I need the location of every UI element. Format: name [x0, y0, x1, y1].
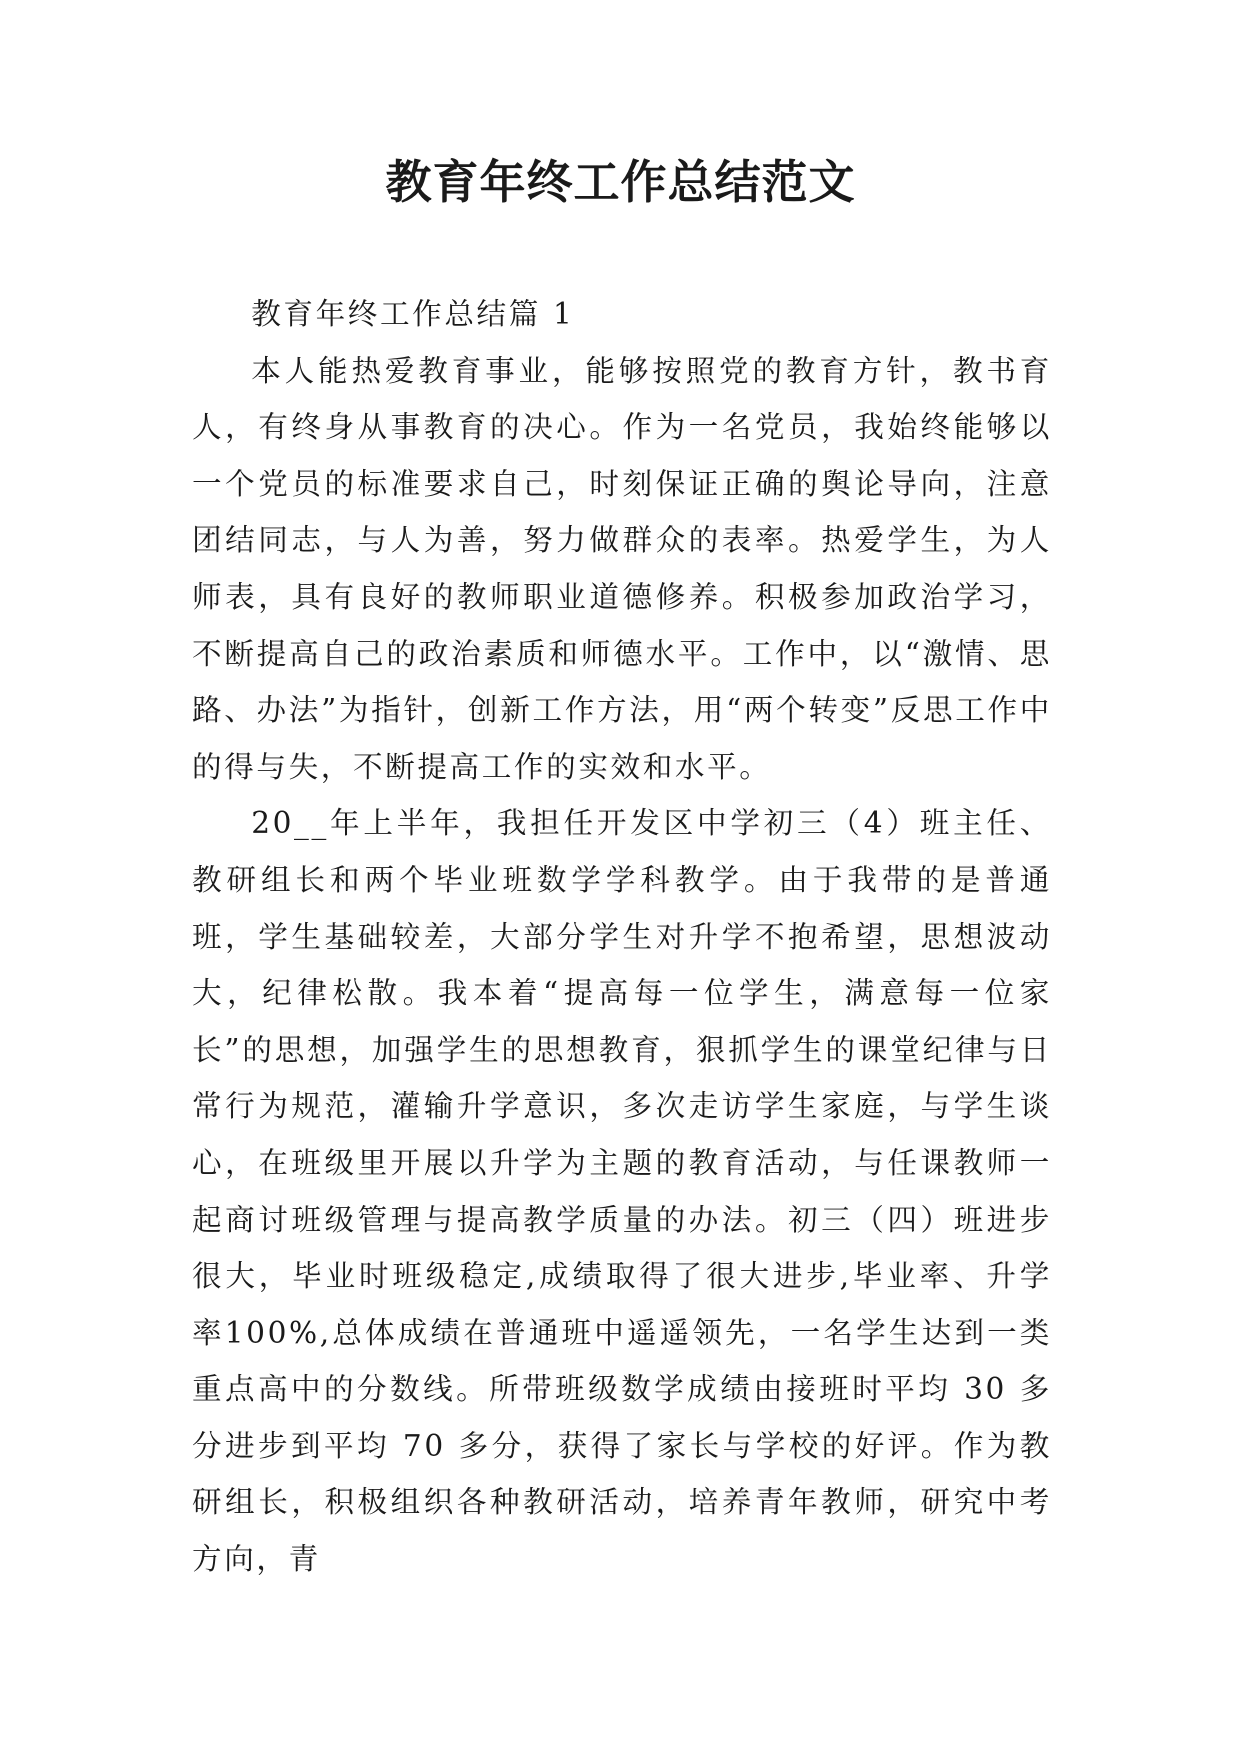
document-body [192, 286, 1052, 1588]
document-title: 教育年终工作总结范文 [385, 155, 856, 209]
paragraph-1: 本人能热爱教育事业，能够按照党的教育方针，教书育人，有终身从事教育的决心。作为一名党员，我始终能够以一个党员的标准要求自己，时刻保证正确的舆论导向，注意团结同志，与人为善，努力做群众的表率。热爱学生，为人师表，具有良好的教师职业道德修养。积极参加政治学习，不断提高自己的政治素质和师德水平。工作中，以“激情、思路、办法”为指针，创新工作方法，用“两个转变”反思工作中的得与失，不断提高工作的实效和水平。 [192, 353, 1052, 784]
section-heading: 教育年终工作总结篇 1 [251, 297, 575, 331]
paragraph-2: 20__年上半年，我担任开发区中学初三（4）班主任、教研组长和两个毕业班数学学科教学。由于我带的是普通班，学生基础较差，大部分学生对升学不抱希望，思想波动大，纪律松散。我本着“提高每一位学生，满意每一位家长”的思想，加强学生的思想教育，狠抓学生的课堂纪律与日常行为规范，灌输升学意识，多次走访学生家庭，与学生谈心，在班级里开展以升学为主题的教育活动，与任课教师一起商讨班级管理与提高教学质量的办法。初三（四）班进步很大，毕业时班级稳定,成绩取得了很大进步,毕业率、升学率100%,总体成绩在普通班中遥遥领先，一名学生达到一类重点高中的分数线。所带班级数学成绩由接班时平均 30 多分进步到平均 70 多分，获得了家长与学校的好评。作为教研组长，积极组织各种教研活动，培养青年教师，研究中考方向，青 [192, 806, 1052, 1577]
